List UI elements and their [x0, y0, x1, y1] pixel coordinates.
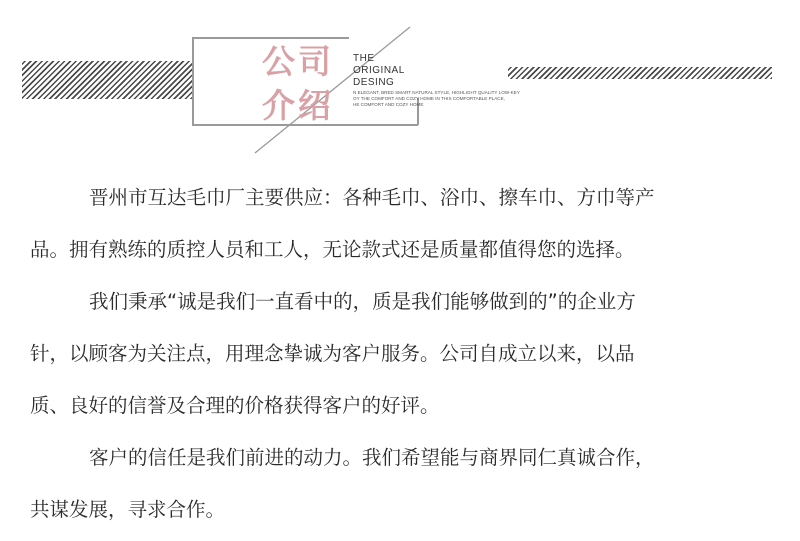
paragraph-line: 我们秉承“诚是我们一直看中的，质是我们能够做到的”的企业方: [89, 290, 636, 313]
paragraph-line: 质、良好的信誉及合理的价格获得客户的好评。: [30, 394, 440, 417]
title-en-line2: ORIGINAL: [353, 65, 405, 76]
paragraph-line: 晋州市互达毛巾厂主要供应：各种毛巾、浴巾、擦车巾、方巾等产: [89, 186, 655, 209]
paragraph-line: 针，以顾客为关注点，用理念挚诚为客户服务。公司自成立以来，以品: [30, 342, 635, 365]
title-en-line1: THE: [353, 53, 375, 64]
title-zh-line1: 公司: [262, 42, 334, 81]
paragraph-2: [30, 281, 775, 437]
tagline-line1: N ELEGANT, BRED SMART NATURAL STYLE, HIGHLIGHT QUALITY LOW-KEY: [353, 90, 520, 95]
paragraph-line: 共谋发展，寻求合作。: [30, 498, 226, 521]
company-intro-text: [30, 177, 775, 541]
tagline-line2: OY THE COMFORT AND COZY HOME IN THIS COMFORTABLE PLACE,: [353, 96, 505, 101]
paragraph-line: 品。拥有熟练的质控人员和工人，无论款式还是质量都值得您的选择。: [30, 238, 635, 261]
tagline-line3: HE COMFORT AND COZY HOME: [353, 102, 424, 107]
title-en-line3: DESING: [353, 77, 395, 88]
tagline: [353, 90, 563, 108]
paragraph-line: 客户的信任是我们前进的动力。我们希望能与商界同仁真诚合作，: [89, 446, 655, 469]
paragraph-3: [30, 437, 775, 541]
title-zh-line2: 介绍: [262, 86, 334, 125]
paragraph-1: [30, 177, 775, 281]
page-title: [262, 40, 342, 128]
title-english: [353, 53, 405, 89]
section-header: [0, 0, 800, 160]
